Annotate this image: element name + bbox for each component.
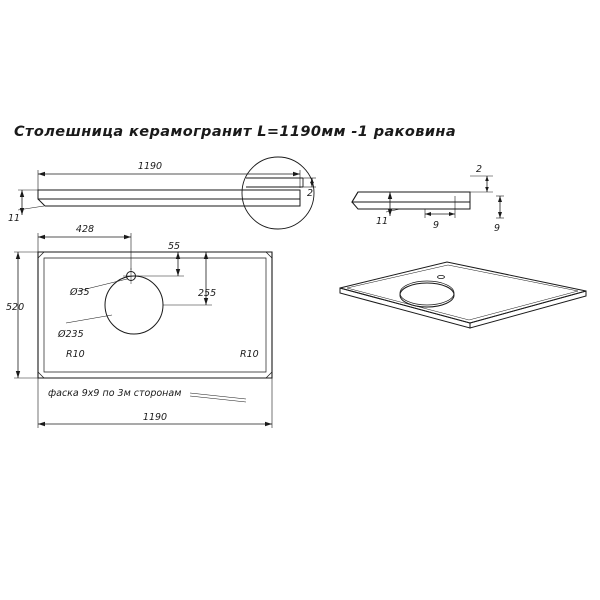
- top-view-detail-2-label: 2: [307, 188, 314, 199]
- plan-hole-dia-35-label: Ø35: [70, 287, 90, 298]
- side-view-thickness-2-label: 2: [476, 164, 483, 175]
- plan-radius-right-label: R10: [240, 349, 259, 360]
- top-section-view: [18, 157, 316, 229]
- side-view-chamfer-9-label: 9: [433, 220, 440, 231]
- side-view-height-11-label: 11: [376, 216, 389, 227]
- top-view-thickness-11-label: 11: [8, 213, 21, 224]
- plan-width-520-label: 520: [6, 302, 25, 313]
- page-title: Столешница керамогранит L=1190мм -1 раковина: [14, 124, 457, 140]
- isometric-view: [340, 262, 586, 328]
- plan-hole-dia-235-label: Ø235: [58, 329, 84, 340]
- side-section-view: [352, 176, 504, 218]
- plan-radius-left-label: R10: [66, 349, 85, 360]
- plan-offset-55-label: 55: [168, 241, 181, 252]
- plan-length-1190-label: 1190: [142, 412, 168, 423]
- side-view-chamfer2-9-label: 9: [494, 223, 501, 234]
- plan-chamfer-note: фаска 9x9 по 3м сторонам: [48, 388, 182, 399]
- top-view-length-label: 1190: [137, 161, 163, 172]
- plan-hole-center-255-label: 255: [198, 288, 217, 299]
- plan-offset-428-label: 428: [75, 224, 95, 235]
